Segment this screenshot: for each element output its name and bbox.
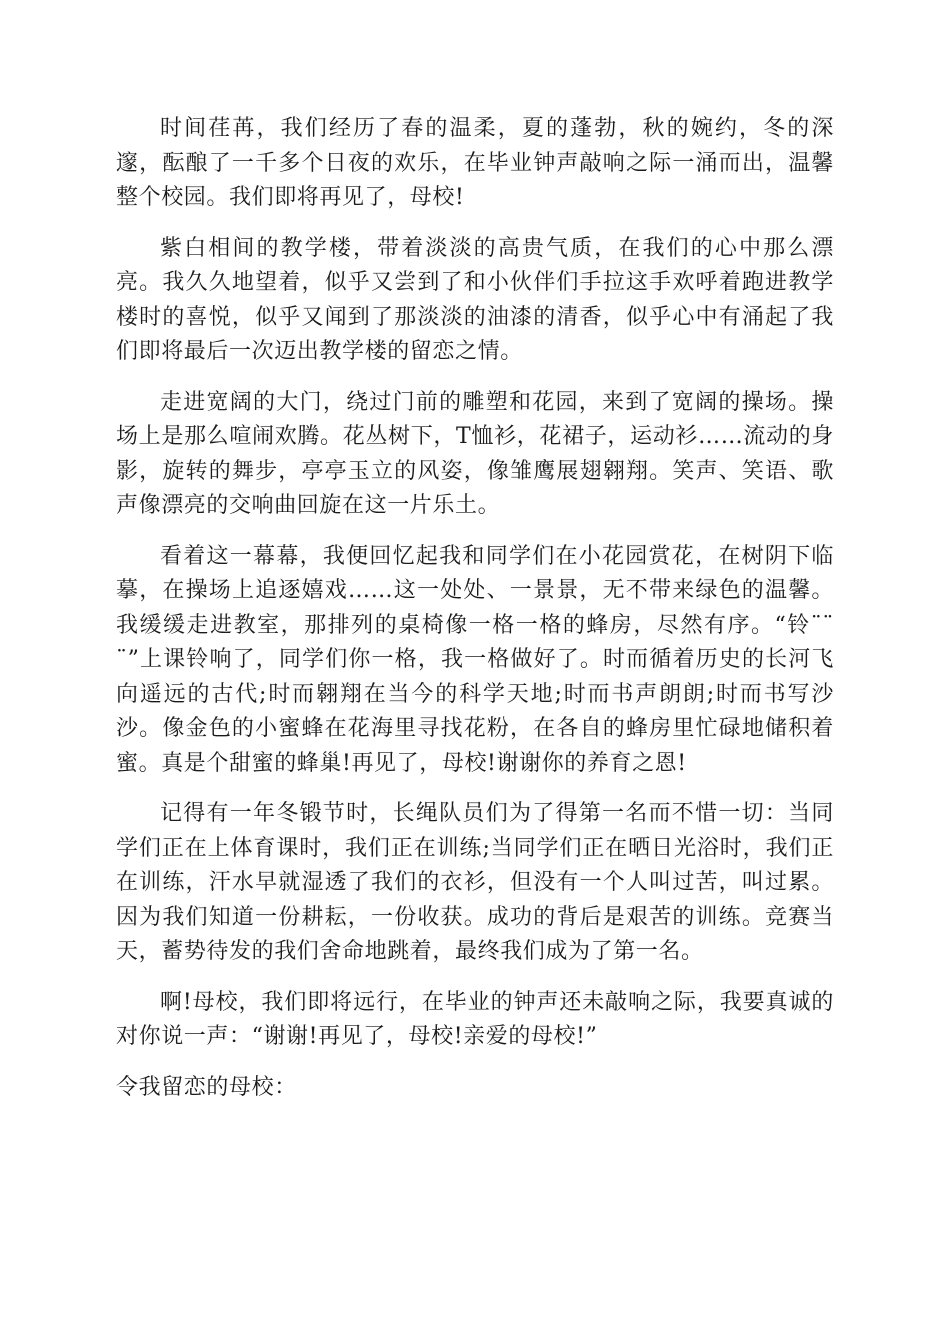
closing-line: 令我留恋的母校： bbox=[116, 1074, 297, 1100]
paragraph-2: 紫白相间的教学楼，带着淡淡的高贵气质，在我们的心中那么漂亮。我久久地望着，似乎又尝到了和小伙伴们手拉这手欢呼着跑进教学楼时的喜悦，似乎又闻到了那淡淡的油漆的清香，似乎心中有涌起了我们即将最后一次迈出教学楼的留恋之情。 bbox=[116, 235, 834, 364]
document-page bbox=[116, 112, 834, 1121]
paragraph-1: 时间荏苒，我们经历了春的温柔，夏的蓬勃，秋的婉约，冬的深邃，酝酿了一千多个日夜的欢乐，在毕业钟声敲响之际一涌而出，温馨整个校园。我们即将再见了，母校! bbox=[116, 116, 834, 210]
paragraph-6: 啊!母校，我们即将远行，在毕业的钟声还未敲响之际，我要真诚的对你说一声：“谢谢!再见了，母校!亲爱的母校!” bbox=[116, 989, 834, 1049]
paragraph-5: 记得有一年冬锻节时，长绳队员们为了得第一名而不惜一切：当同学们正在上体育课时，我们正在训练;当同学们正在晒日光浴时，我们正在训练，汗水早就湿透了我们的衣衫，但没有一个人叫过苦，叫过累。因为我们知道一份耕耘，一份收获。成功的背后是艰苦的训练。竞赛当天，蓄势待发的我们舍命地跳着，最终我们成为了第一名。 bbox=[116, 801, 834, 964]
paragraph-4: 看着这一幕幕，我便回忆起我和同学们在小花园赏花，在树阴下临摹，在操场上追逐嬉戏……这一处处、一景景，无不带来绿色的温馨。我缓缓走进教室，那排列的桌椅像一格一格的蜂房，尽然有序。“铃¨¨¨”上课铃响了，同学们你一格，我一格做好了。时而循着历史的长河飞向遥远的古代;时而翱翔在当今的科学天地;时而书声朗朗;时而书写沙沙。像金色的小蜜蜂在花海里寻找花粉，在各自的蜂房里忙碌地储积着蜜。真是个甜蜜的蜂巢!再见了，母校!谢谢你的养育之恩! bbox=[116, 543, 834, 776]
paragraph-3: 走进宽阔的大门，绕过门前的雕塑和花园，来到了宽阔的操场。操场上是那么喧闹欢腾。花丛树下，T恤衫，花裙子，运动衫……流动的身影，旋转的舞步，亭亭玉立的风姿，像雏鹰展翅翱翔。笑声、笑语、歌声像漂亮的交响曲回旋在这一片乐土。 bbox=[116, 389, 834, 518]
